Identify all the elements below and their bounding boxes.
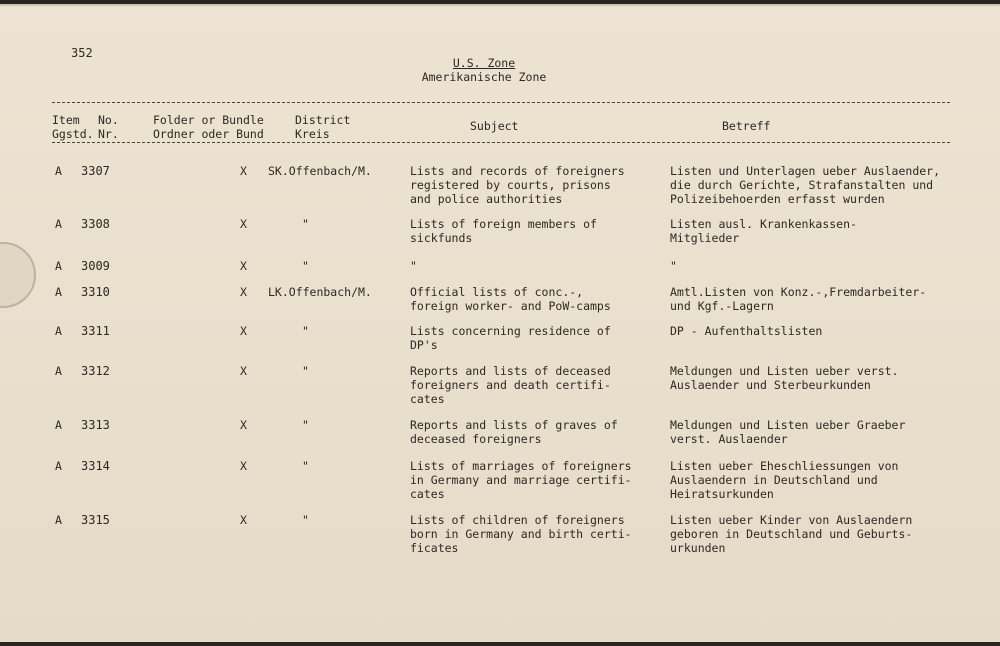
zone-german: Amerikanische Zone [421, 70, 547, 84]
folder-cell: X [240, 285, 247, 299]
folder-cell: X [240, 217, 247, 231]
number-cell: 3009 [81, 259, 110, 273]
district-cell: " [302, 513, 309, 527]
header-item: Item Ggstd. [52, 113, 94, 141]
number-cell: 3314 [81, 459, 110, 473]
header-subject: Subject [470, 119, 519, 133]
number-cell: 3307 [81, 164, 110, 178]
zone-english: U.S. Zone [452, 56, 516, 70]
district-cell: " [302, 259, 309, 273]
item-cell: A [55, 364, 62, 378]
number-cell: 3308 [81, 217, 110, 231]
item-cell: A [55, 217, 62, 231]
header-betreff: Betreff [722, 119, 771, 133]
betreff-cell: Amtl.Listen von Konz.-,Fremdarbeiter- und Kgf.-Lagern [670, 285, 927, 313]
subject-cell: Lists of marriages of foreigners in Germany and marriage certifi- cates [410, 459, 632, 501]
number-cell: 3311 [81, 324, 110, 338]
folder-cell: X [240, 259, 247, 273]
item-cell: A [55, 459, 62, 473]
number-cell: 3313 [81, 418, 110, 432]
item-cell: A [55, 285, 62, 299]
betreff-cell: Listen ueber Eheschliessungen von Auslaendern in Deutschland und Heiratsurkunden [670, 459, 899, 501]
district-cell: " [302, 418, 309, 432]
district-cell: " [302, 324, 309, 338]
betreff-cell: " [670, 259, 677, 273]
item-cell: A [55, 324, 62, 338]
district-cell: SK.Offenbach/M. [268, 164, 372, 178]
subject-cell: Lists and records of foreigners registered by courts, prisons and police authorities [410, 164, 625, 206]
number-cell: 3310 [81, 285, 110, 299]
district-cell: LK.Offenbach/M. [268, 285, 372, 299]
document-page [0, 4, 1000, 642]
folder-cell: X [240, 324, 247, 338]
binder-tab [0, 242, 36, 308]
subject-cell: " [410, 259, 417, 273]
item-cell: A [55, 259, 62, 273]
number-cell: 3312 [81, 364, 110, 378]
item-cell: A [55, 164, 62, 178]
subject-cell: Reports and lists of deceased foreigners and death certifi- cates [410, 364, 611, 406]
subject-cell: Official lists of conc.-, foreign worker- and PoW-camps [410, 285, 611, 313]
folder-cell: X [240, 364, 247, 378]
betreff-cell: Listen ausl. Krankenkassen- Mitglieder [670, 217, 857, 245]
subject-cell: Reports and lists of graves of deceased foreigners [410, 418, 618, 446]
header-rule-bottom [52, 142, 950, 143]
item-cell: A [55, 513, 62, 527]
folder-cell: X [240, 459, 247, 473]
header-folder: Folder or Bundle Ordner oder Bund [153, 113, 264, 141]
betreff-cell: Meldungen und Listen ueber Graeber verst. Auslaender [670, 418, 906, 446]
district-cell: " [302, 364, 309, 378]
betreff-cell: Listen ueber Kinder von Auslaendern geboren in Deutschland und Geburts- urkunden [670, 513, 913, 555]
folder-cell: X [240, 513, 247, 527]
betreff-cell: Meldungen und Listen ueber verst. Auslaender und Sterbeurkunden [670, 364, 899, 392]
header-number: No. Nr. [98, 113, 119, 141]
betreff-cell: DP - Aufenthaltslisten [670, 324, 823, 338]
subject-cell: Lists concerning residence of DP's [410, 324, 611, 352]
number-cell: 3315 [81, 513, 110, 527]
betreff-cell: Listen und Unterlagen ueber Auslaender, die durch Gerichte, Strafanstalten und Polizeibehoerden erfasst wurden [670, 164, 941, 206]
page-number: 352 [71, 46, 93, 60]
district-cell: " [302, 459, 309, 473]
district-cell: " [302, 217, 309, 231]
header-rule-top [52, 102, 950, 103]
subject-cell: Lists of children of foreigners born in Germany and birth certi- ficates [410, 513, 632, 555]
folder-cell: X [240, 164, 247, 178]
subject-cell: Lists of foreign members of sickfunds [410, 217, 597, 245]
header-district: District Kreis [295, 113, 351, 141]
zone-heading [414, 56, 554, 84]
item-cell: A [55, 418, 62, 432]
folder-cell: X [240, 418, 247, 432]
